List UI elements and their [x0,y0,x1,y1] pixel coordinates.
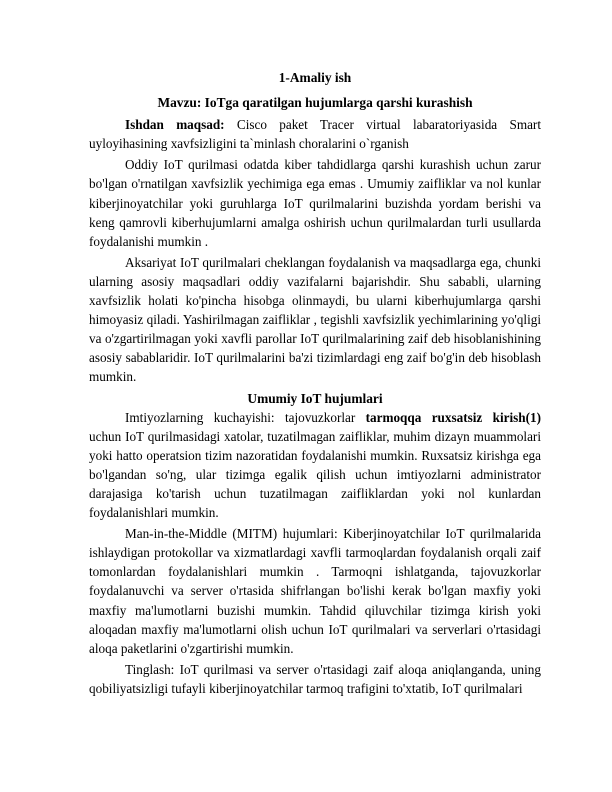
document-body [89,68,541,700]
section-heading: Umumiy IoT hujumlari [247,390,383,406]
sniffing-paragraph: Tinglash: IoT qurilmasi va server o'rtasidagi zaif aloqa aniqlanganda, uning qobiliyatsizligi tufayli kiberjinoyatchilar tarmoq trafigini to'xtatib, IoT qurilmalari [89,661,541,696]
privilege-bold-term: tarmoqqa ruxsatsiz kirish(1) [365,409,541,425]
document-title: 1-Amaliy ish [278,70,352,85]
intro-paragraph: Oddiy IoT qurilmasi odatda kiber tahdidlarga qarshi kurashish uchun zarur bo'lgan o'rnatilgan xavfsizlik yechimiga ega emas . Umumiy zaifliklar va nol kunlar kiberjinoyatchilar yoki guruhlarga IoT qurilmalarini buzishda yordam berishi va keng qamrovli kiberhujumlarni amalga oshirish uchun qurilmalardan turli usullarda foydalanishi mumkin . [89,157,541,249]
privilege-text-after: uchun IoT qurilmasidagi xatolar, tuzatilmagan zaifliklar, muhim dizayn muammolari yoki hatto operatsion tizim nazoratidan foydalanishi mumkin. Ruxsatsiz kirishga ega bo'lgandan so'ng, ular tizimga egalik qilish uchun imtiyozlarni administrator darajasiga ko'tarish uchun tuzatilmagan zaifliklardan yoki nol kunlardan foydalanishlari mumkin. [89,428,541,521]
goal-label: Ishdan maqsad: [125,117,225,133]
goal-text: Cisco paket Tracer virtual labaratoriyasida Smart uyloyihasining xavfsizligini ta`minlash choralarini o`rganish [89,117,541,152]
vulnerability-paragraph: Aksariyat IoT qurilmalari cheklangan foydalanish va maqsadlarga ega, chunki ularning asosiy maqsadlari oddiy vazifalarni bajarishdir. Shu sababli, ularning xavfsizlik holati ko'pincha hisobga olinmaydi, bu ularni kiberhujumlarga qarshi himoyasiz qiladi. Yashirilmagan zaifliklar , tegishli xavfsizlik yechimlarining yo'qligi va o'zgartirilmagan yoki xavfli parollar IoT qurilmalarining zaif deb hisoblanishining asosiy sabablaridir. IoT qurilmalarini ba'zi tizimlardagi eng zaif bo'g'in deb hisoblash mumkin. [89,254,541,385]
goal-paragraph [89,115,541,153]
privilege-text-before: Imtiyozlarning kuchayishi: tajovuzkorlar [125,409,366,425]
privilege-paragraph [89,408,541,523]
document-topic: Mavzu: IoTga qaratilgan hujumlarga qarshi kurashish [157,95,473,111]
mitm-paragraph: Man-in-the-Middle (MITM) hujumlari: Kiberjinoyatchilar IoT qurilmalarida ishlaydigan protokollar va xizmatlardagi xavfli tarmoqlardan foydalanish orqali zaif tomonlardan foydalanishlari mumkin . Tarmoqni ishlatganda, tajovuzkorlar foydalanuvchi va server o'rtasida shifrlangan bo'lishi kerak bo'lgan maxfiy yoki maxfiy ma'lumotlarni buzishi mumkin. Tahdid qiluvchilar tizimga kirish yoki aloqadan maxfiy ma'lumotlarni olish uchun IoT qurilmalari va serverlari o'rtasidagi aloqa paketlarini o'zgartirishi mumkin. [89,526,541,656]
